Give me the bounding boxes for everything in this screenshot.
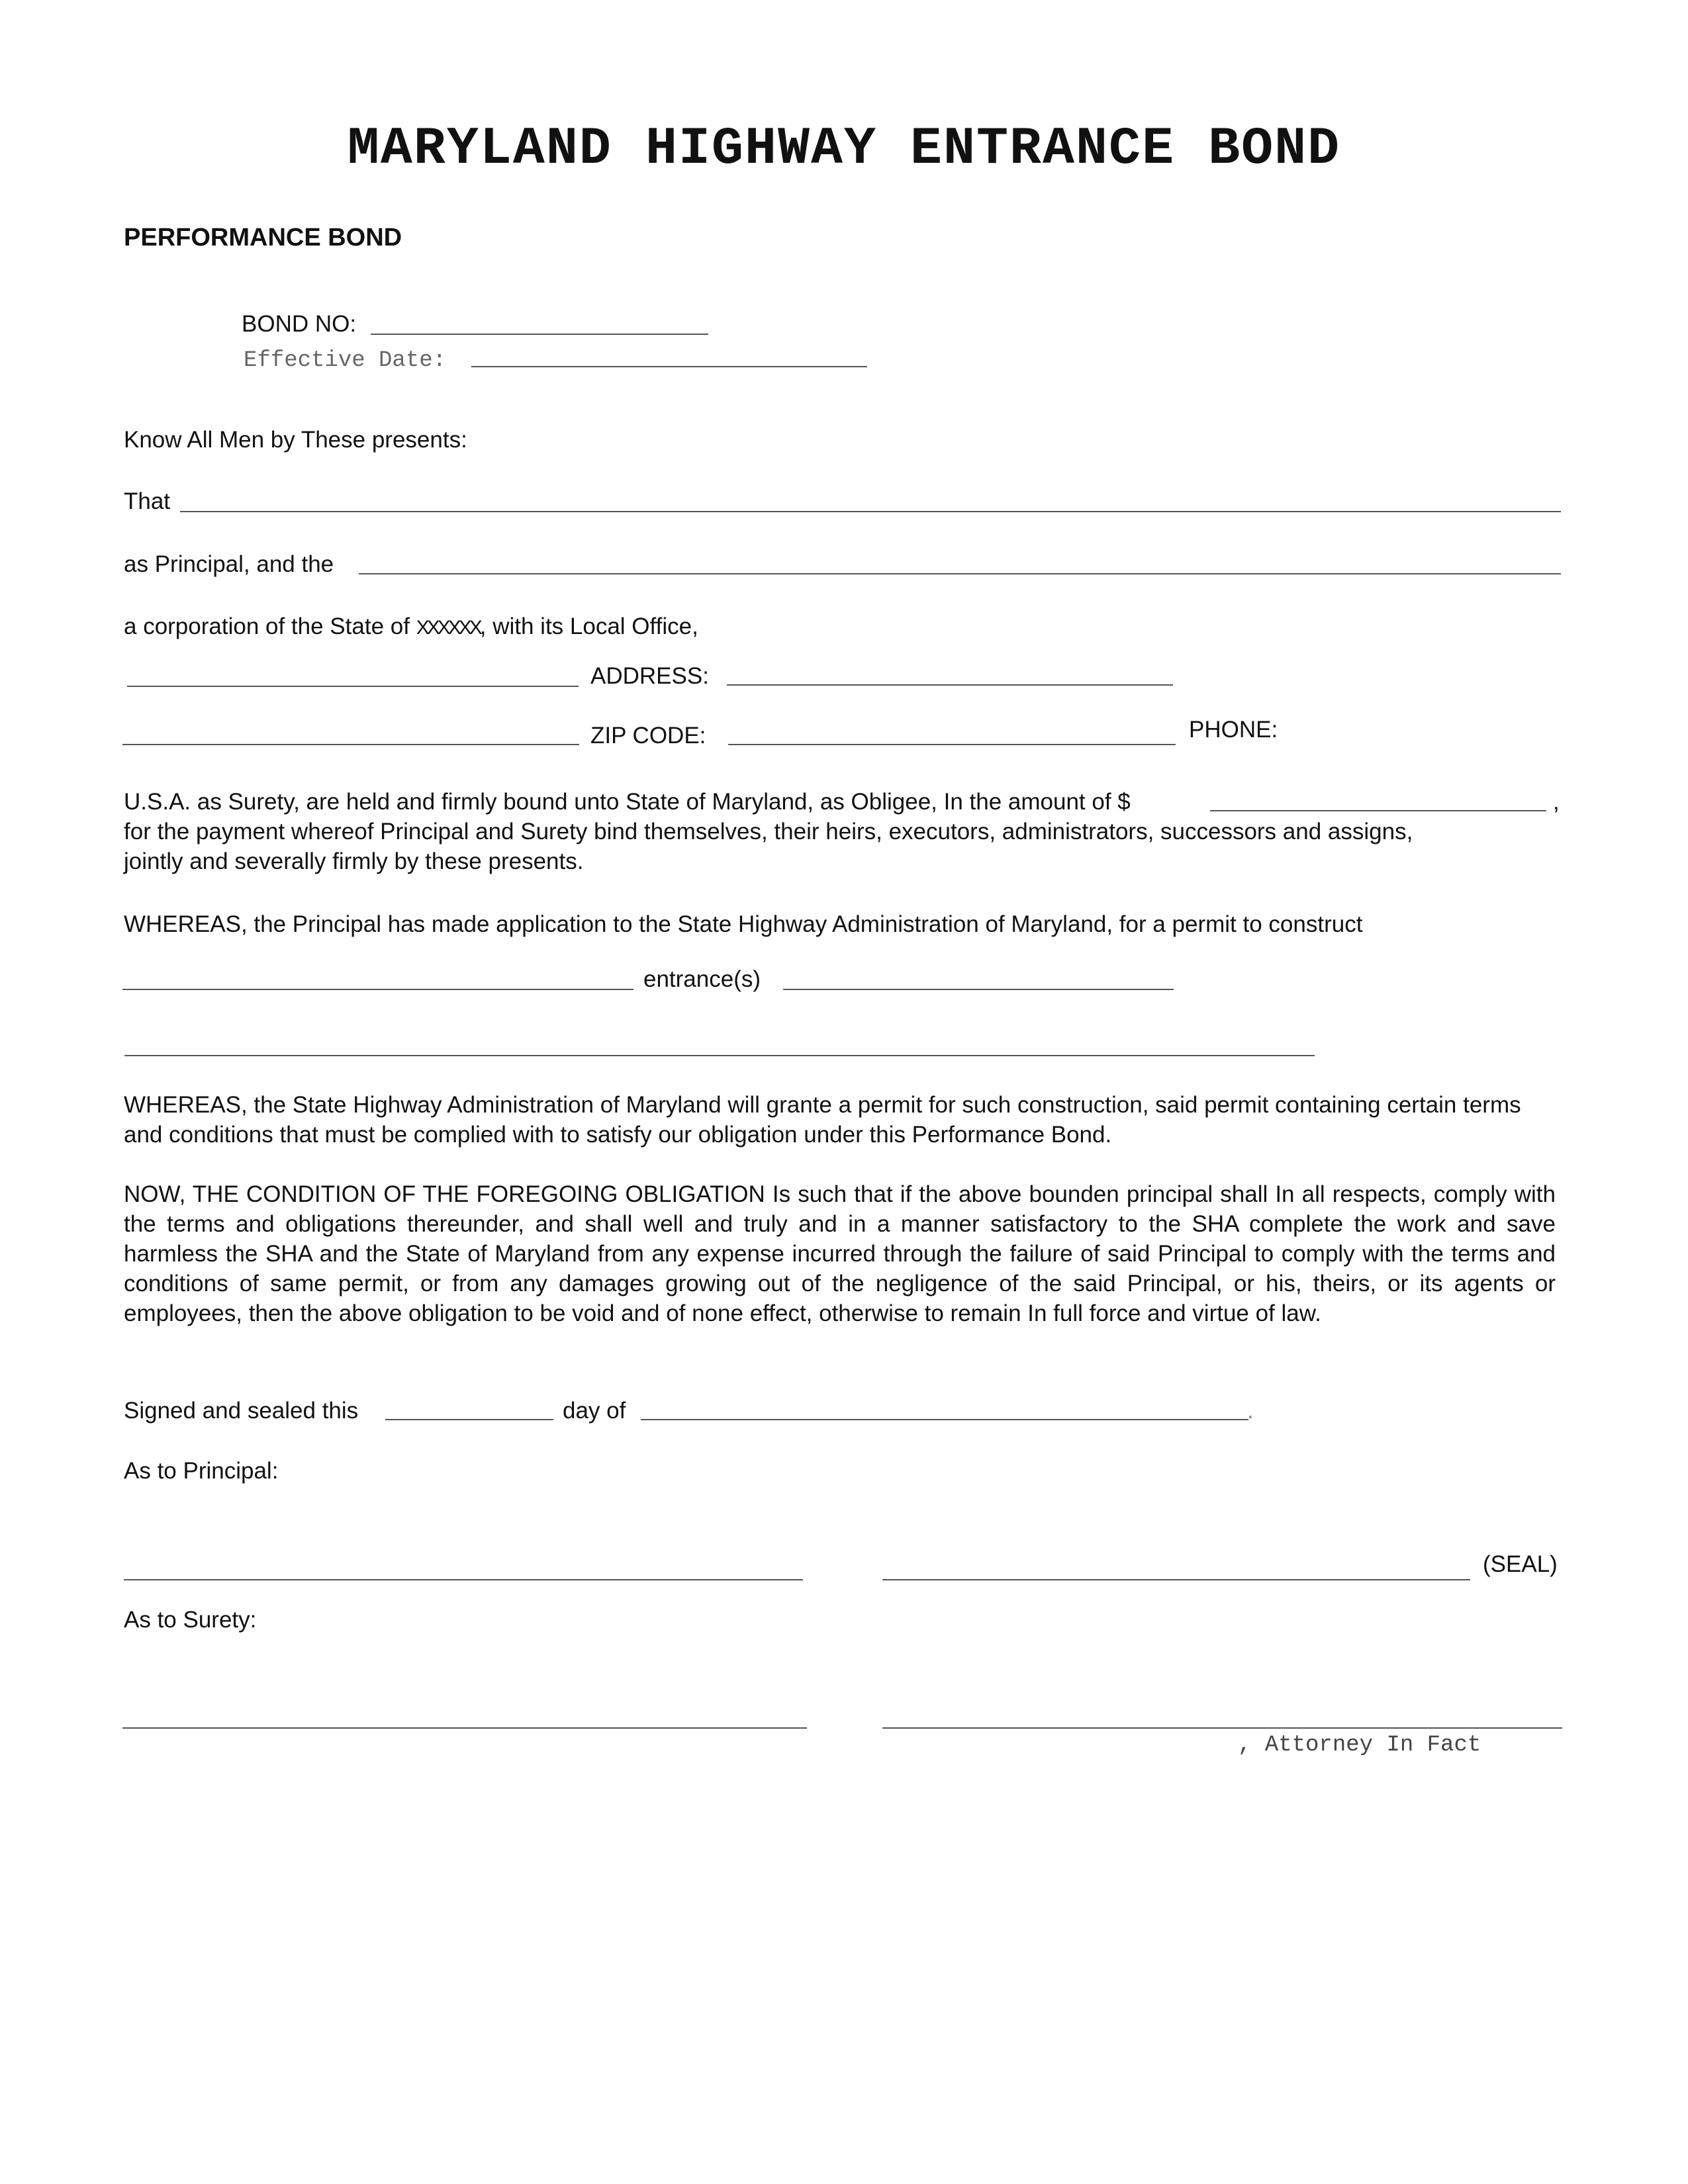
- city-field[interactable]: [122, 744, 579, 745]
- surety-witness-signature[interactable]: [122, 1727, 807, 1729]
- entrance-count-field[interactable]: [122, 989, 633, 990]
- bond-no-label: BOND NO:: [242, 311, 357, 337]
- whereas-application: WHEREAS, the Principal has made application to the State Highway Administration of Maryland, for a permit to construct: [124, 911, 1363, 937]
- entrance-location-field[interactable]: [124, 1055, 1315, 1056]
- effective-date-field[interactable]: [471, 366, 867, 367]
- zip-code-label: ZIP CODE:: [590, 723, 706, 749]
- know-all-men-text: Know All Men by These presents:: [124, 427, 467, 453]
- entrance-type-field[interactable]: [783, 989, 1174, 990]
- attorney-in-fact-label: , Attorney In Fact: [1238, 1733, 1481, 1758]
- phone-label: PHONE:: [1189, 717, 1278, 743]
- surety-line-2: for the payment whereof Principal and Surety bind themselves, their heirs, executors, administrators, successors and assigns,: [124, 819, 1413, 844]
- amount-comma: ,: [1553, 789, 1560, 815]
- condition-of-obligation: NOW, THE CONDITION OF THE FOREGOING OBLIGATION Is such that if the above bounden principal shall In all respects, comply with the terms and obligations thereunder, and shall well and truly and in a manner satisfactory to the SHA complete the work and save harmless the SHA and the State of Maryland from any expense incurred through the failure of said Principal to comply with the terms and conditions of same permit, or from any damages growing out of the negligence of the said Principal, or his, theirs, or its agents or employees, then the above obligation to be void and of none effect, otherwise to remain In full force and virtue of law.: [124, 1181, 1556, 1326]
- address-label: ADDRESS:: [590, 663, 709, 689]
- surety-line-3: jointly and severally firmly by these presents.: [124, 848, 584, 874]
- document-subtitle: PERFORMANCE BOND: [124, 224, 402, 251]
- surety-signature[interactable]: [882, 1727, 1562, 1729]
- corporation-suffix: , with its Local Office,: [479, 614, 698, 639]
- seal-label: (SEAL): [1483, 1551, 1558, 1577]
- day-of-label: day of: [563, 1398, 626, 1424]
- amount-field[interactable]: [1210, 810, 1546, 811]
- as-to-surety-label: As to Surety:: [124, 1607, 257, 1633]
- as-to-principal-label: As to Principal:: [124, 1458, 279, 1484]
- signed-day-field[interactable]: [385, 1419, 553, 1420]
- principal-label: as Principal, and the: [124, 551, 334, 577]
- day-of-period: .: [1247, 1398, 1254, 1424]
- zip-code-field[interactable]: [728, 744, 1176, 745]
- corporation-prefix: a corporation of the State of: [124, 614, 410, 639]
- address-field[interactable]: [727, 684, 1173, 686]
- surety-name-field[interactable]: [359, 573, 1561, 574]
- corporation-state: XXXXXX: [416, 617, 480, 639]
- whereas-permit: WHEREAS, the State Highway Administration of Maryland will grante a permit for such construction, said permit containing certain terms and conditions that must be complied with to satisfy our obligation under this Performance Bond.: [124, 1092, 1521, 1148]
- principal-name-field[interactable]: [180, 511, 1561, 512]
- surety-line-1: U.S.A. as Surety, are held and firmly bound unto State of Maryland, as Obligee, In the amount of $: [124, 789, 1131, 815]
- principal-signature[interactable]: [882, 1579, 1470, 1580]
- corporation-text: [124, 614, 698, 640]
- local-office-field[interactable]: [127, 686, 579, 687]
- that-label: That: [124, 488, 171, 514]
- document-title: MARYLAND HIGHWAY ENTRANCE BOND: [347, 119, 1341, 179]
- bond-no-field[interactable]: [371, 334, 708, 335]
- principal-witness-signature[interactable]: [124, 1579, 803, 1580]
- signed-month-year-field[interactable]: [641, 1419, 1248, 1420]
- effective-date-label: Effective Date:: [244, 348, 447, 373]
- signed-sealed-label: Signed and sealed this: [124, 1398, 359, 1424]
- entrances-label: entrance(s): [643, 966, 761, 992]
